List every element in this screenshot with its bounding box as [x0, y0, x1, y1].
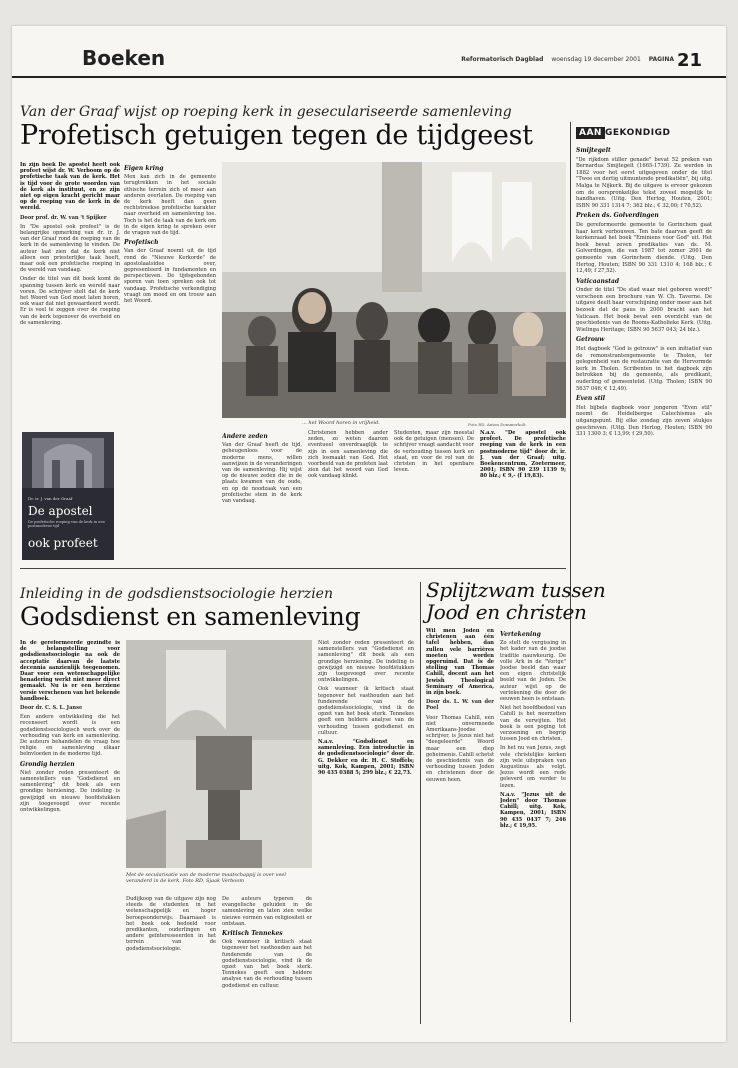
article3-body2: Zo stelt de vergissing in het kader van de joodse traditie nauwkeurig. De volle Ark in de "Vorige" Joodse beeld dan waar een eigen christelijk beeld van de Joden. De auteur wijst op de vertekening die door de eeuwen heen is ontstaan.: [500, 640, 566, 703]
announce-title: Getrouw: [576, 336, 605, 344]
article1-caption: ... het Woord horen in vrijheid.: [302, 420, 380, 426]
article1-intro: In zijn boek De apostel heeft ook profeet wijst dr. W. Verboom op de profetische taak van de kerk. Het is tijd voor de grote woorden van de kerk als instituut, en ze zijn niet op eigen kracht gericht maar op de roeping van de kerk in de wereld.: [20, 162, 120, 212]
article3-rule: [420, 582, 421, 1024]
cover-title-1: De apostel: [28, 504, 93, 518]
cover-author: Dr. ir. J. van der Graaf: [28, 496, 73, 501]
article1-headline: Profetisch getuigen tegen de tijdgeest: [20, 120, 533, 151]
article3-body3: Niet het hoofdbedoel van Cahill is het neerzetten van de verwijten. Het boek is een poging tot verzoening en begrip tussen Jood en christen.: [500, 705, 566, 743]
announce-text: "De rijkdom stiller genade" bevat 52 preken van Bernardus Smijtegelt (1665-1739). Ze werden in 1882 voor het eerst uitgegeven onder de titel "Twee en dertig uitmuntende predikatiën", bij uitg. Malga te Nijkerk. Bij de uitgave is ervoor gekozen om de oorspronkelijke tekst zoveel mogelijk te handhaven. (Uitg. Den Hertog, Houten, 2001; ISBN 90 331 1314 7; 362 blz.; € 32,00; f 70,52).: [576, 156, 712, 209]
article1-sub2: Profetisch: [124, 239, 159, 247]
article1-body3: Men kan zich in de gemeente terugtrekken in het sociale ethische terrein zich of meer aan anderen overlaten. De roeping van de kerk heeft dan geen rechtstreekse profetische karakter naar overheid en samenleving toe. Toch is het de taak van de kerk om in de eigen kring te spreken over de vragen van de tijd.: [124, 174, 216, 237]
article1-body6: Christenen hebben ander zeden, zo weten daarom eventueel onverdraaglijk te zijn in een samenleving die zich losmaakt van God. Het voorbeeld van de profeten laat zien dat het woord van God ook vandaag klinkt.: [308, 430, 388, 480]
page-label: PAGINA: [648, 56, 674, 63]
article3-intro: Wil men Joden en christenen aan één tafel hebben, dan zullen vele barrières moeten worden opgeruimd. Dat is de stelling van Thomas Cahill, docent aan het Jewish Theological Seminary of America, in zijn boek.: [426, 628, 494, 697]
article3-body4: In het nu van Jezus, zegt vele christelijke kerken zijn vele uitspraken van Augustinus als volgt. Jezus wordt een rede geleverd om verder te lezen.: [500, 745, 566, 789]
article2-book-note: N.a.v. "Godsdienst en samenleving. Een introductie in de godsdienstsociologie" door dr. G. Dekker en dr. H. C. Stoffels; uitg. Kok, Kampen, 2001; ISBN 90 435 0388 5; 299 blz.; € 22,73.: [318, 739, 414, 777]
article2-sub2: Kritisch Tennekes: [222, 930, 283, 938]
article1-book-note: N.a.v. "De apostel ook profeet. De profetische roeping van de kerk in een postmoderne tijd" door dr. ir. J. van der Graaf; uitg. Boekencentrum, Zoetermeer, 2001; ISBN 90 239 1139 9; 80 blz.; € 9,- (f 19,83).: [480, 430, 566, 480]
article3-book-note: N.a.v. "Jezus uit de Joden" door Thomas Cahill; uitg. Kok, Kampen, 2001; ISBN 90 435 0437 7; 246 blz.; € 19,95.: [500, 791, 566, 829]
article1-photo-credit: Foto RD, Anton Dommerholt: [468, 422, 526, 427]
congregation-photo: [222, 162, 566, 418]
article1-body2: Onder de titel van dit boek komt de spanning tussen kerk en wereld naar voren. De schrijver stelt dat de kerk het Woord van God moet laten horen, ook waar dat niet gewaardeerd wordt. Er is veel te zeggen over de roeping van de kerk tegenover de overheid en de samenleving.: [20, 276, 120, 326]
page-header: [12, 26, 726, 78]
announce-title: Vaticaanstad: [576, 277, 620, 285]
header-rule: [12, 76, 726, 78]
article2-body2-cont: Niet zonder reden presenteert de samenstellers van "Godsdienst en samenleving" dit boek als een grondige herziening. De indeling is gewijzigd en nieuwe hoofdstukken zijn toegevoegd over recente ontwikkelingen.: [318, 640, 414, 684]
article2-photo: [126, 640, 312, 868]
announce-title: Smijtegelt: [576, 147, 611, 154]
article3-col1: [426, 628, 494, 1024]
announce-text: De gereformeerde gemeente te Gorinchem gaat haar kerk verbouwen. Ten bate daarvan geeft de kerkenraad het boek "Eminiens voor God" uit. Het boek bevat zeven predikaties van ds. M. Golverdingen, die van 1987 tot zomer 2001 de gemeente van Gorinchem diende. (Uitg. Den Hertog, Houten; ISBN 90 331 1310 4; 168 blz.; € 12,49; f 27,52).: [576, 221, 712, 275]
article3-body1: Voor Thomas Cahill, een niet onvermoede Amerikaans-Joodse schrijver, is Jezus niet het "deegeleerde" Woord maar een diep geheimenis. Cahill schetst de geschiedenis van de verhouding tussen Joden en christenen door de eeuwen heen.: [426, 714, 494, 783]
cover-title-2: ook profeet: [28, 536, 98, 550]
article3-sub1: Vertekening: [500, 631, 541, 638]
article3-headline-1: Splijtzwam tussen: [426, 578, 606, 602]
announce-title: Even stil: [576, 395, 606, 403]
article2-byline: Door dr. C. S. L. Janse: [20, 705, 83, 712]
article2-col4: [318, 640, 414, 1026]
article2-col2: [126, 896, 216, 1026]
article1-photo: [222, 162, 566, 418]
article1-sub3: Andere zeden: [222, 433, 268, 440]
article1-col4: [308, 430, 388, 560]
announce-text: Het dagboek "God is getrouw" is een initiatief van de remonstrantengemeente te Tholen, ter gelegenheid van de restauratie van de Hervormde kerk in Tholen. Scribenten in het dagboek zijn betrokken bij de gemeente, als predikant, ouderling of gemeentelid. (Uitg. Tholen; ISBN 90 5637 046; € 12,49).: [576, 346, 712, 392]
article2-body2: Niet zonder reden presenteert de samenstellers van "Godsdienst en samenleving" dit boek als een grondige herziening. De indeling is gewijzigd en nieuwe hoofdstukken zijn toegevoegd over recente ontwikkelingen.: [20, 769, 120, 814]
pulpit-photo: [126, 640, 312, 868]
issue-date: woensdag 19 december 2001: [551, 56, 641, 63]
article2-body3: Dudijkoop van de uitgave zijn nog steeds de studenten in het wetenschappelijk en hoger beroepsonderwijs. Daarnaast is het boek ook bedoeld voor predikanten, ouderlingen en andere geïnteresseerden in het terrein van de godsdienstsociologie.: [126, 896, 216, 952]
header-meta: [455, 56, 674, 63]
article2-col1: [20, 640, 120, 1026]
article2-body5-cont: Ook wanneer ik kritisch staat tegenover het vasthouden aan het funderende van de godsdienstsociologie, vind ik de opzet van het boek sterk. Tennekes geeft een heldere analyse van de verhouding tussen godsdienst en cultuur.: [318, 686, 414, 736]
announce-text: Onder de titel "De stad waar niet geboren wordt" verscheen een brochure van W. Ch. Taverne. De uitgave deelt haar verschijning onder meer aan het bezoek dat de paus in 2000 bracht aan het Vaticaan. Het boek bevat een overzicht van de geschiedenis van de Rooms-Katholieke Kerk. (Uitg. Wielinga Heritage; ISBN 90 5637 043; 24 blz.).: [576, 287, 712, 333]
article1-body1: In "De apostel ook profeet" is de belangrijke opmerking van dr. ir. J. van der Graaf rond de roeping van de kerk in de samenleving te vinden. De auteur laat zien dat de kerk niet alleen een priesterlijke taak heeft, maar ook een profetische roeping in de wereld van vandaag.: [20, 223, 120, 274]
section-title: Boeken: [82, 46, 166, 70]
article3-headline-2: Jood en christen: [426, 600, 587, 624]
publication-name: Reformatorisch Dagblad: [461, 56, 544, 63]
article1-body7: Studenten, maar zijn meestal ook de getuigen (mensen). De schrijver vraagt aandacht voor de verhouding tussen kerk en staat, en voor de rol van de christen in het openbare leven.: [394, 430, 474, 474]
article1-col3: [222, 430, 302, 560]
section-divider: [20, 568, 566, 569]
announce-title: Preken ds. Golverdingen: [576, 212, 659, 220]
aangekondigd-label-b: GEKONDIGD: [604, 128, 671, 138]
aangekondigd-label-a: AAN: [576, 127, 605, 139]
article1-sub1: Eigen kring: [124, 165, 164, 172]
article1-body4: Van der Graaf noemt uit de tijd rond de "Nieuwe Kerkorde" de apostolaatsidee over, gepresenteerd in fundamenten en perspectieven. De tijdsgebonden sporen van toen spreken ook tot vandaag. Profetische verkondiging vraagt om moed en om trouw aan het Woord.: [124, 248, 216, 305]
page-number: 21: [676, 50, 702, 71]
article1-byline: Door prof. dr. W. van 't Spijker: [20, 214, 107, 221]
aangekondigd-heading: [576, 128, 716, 138]
article1-col5: [394, 430, 474, 560]
article3-byline: Door ds. L. W. van der Poel: [426, 699, 494, 712]
announce-text: Het bijbels dagboek voor jongeren "Even stil" neemt de Heidelbergse Catechismus als uitgangspunt. Bij elke zondag zijn zeven stukjes geschreven. (Uitg. Den Hertog, Houten; ISBN 90 331 1300 3; € 13,99; f 29,50).: [576, 404, 712, 438]
article1-kicker: Van der Graaf wijst op roeping kerk in geseculariseerde samenleving: [20, 104, 512, 120]
article3-col2: [500, 628, 566, 1024]
cover-subtitle: De profetische roeping van de kerk in een postmoderne tijd: [28, 520, 105, 529]
article2-kicker: Inleiding in de godsdienstsociologie herzien: [20, 586, 333, 602]
article2-body4: De auteurs typeren de evangelische geluiden in de samenleving en laten zien welke nieuwe vormen van religiositeit er ontstaan.: [222, 896, 312, 927]
article2-col3: [222, 896, 312, 1026]
article1-col1: [20, 162, 120, 428]
article2-body1: Een andere ontwikkeling die het recenseert wordt is een godsdienstsociologisch werk over de verhouding van kerk en samenleving. De auteurs behandelen de vraag hoe religie en samenleving elkaar beïnvloeden in de moderne tijd.: [20, 714, 120, 758]
article2-intro: In de gereformeerde gezindte is de belangstelling voor godsdienstsociologie na ook de acceptatie daarvan de laatste decennia aanzienlijk toegenomen. Daar voor een wetenschappelijke benadering werkt niet meer direct gemaakt. Nu is er een herziene versie verschenen van het bekende handboek.: [20, 640, 120, 702]
article1-body5: Van der Graaf heeft de tijd, geheugenloos voor de moderne mens, willen aanwijzen in de veranderingen van de samenleving. Hij wijst op de nieuwe zeden die in de plaats kwamen van de oude, en op de noodzaak van een profetische stem in de kerk van vandaag.: [222, 442, 302, 505]
newspaper-page: [12, 26, 726, 1042]
article2-body5: Ook wanneer ik kritisch staat tegenover het vasthouden aan het funderende van de godsdienstsociologie, vind ik de opzet van het boek sterk. Tennekes geeft een heldere analyse van de verhouding tussen godsdienst en cultuur.: [222, 939, 312, 989]
book-cover-image: [22, 432, 114, 560]
article2-sub1: Grondig herzien: [20, 760, 75, 768]
article1-col6: [480, 430, 566, 560]
article1-col2: [124, 162, 216, 560]
article2-headline: Godsdienst en samenleving: [20, 602, 361, 631]
article2-caption: Met de secularisatie van de moderne maatschappij is over veel veranderd in de kerk. Foto RD, Sjaak Verboom: [126, 872, 286, 884]
sidebar-rule: [570, 122, 571, 1022]
